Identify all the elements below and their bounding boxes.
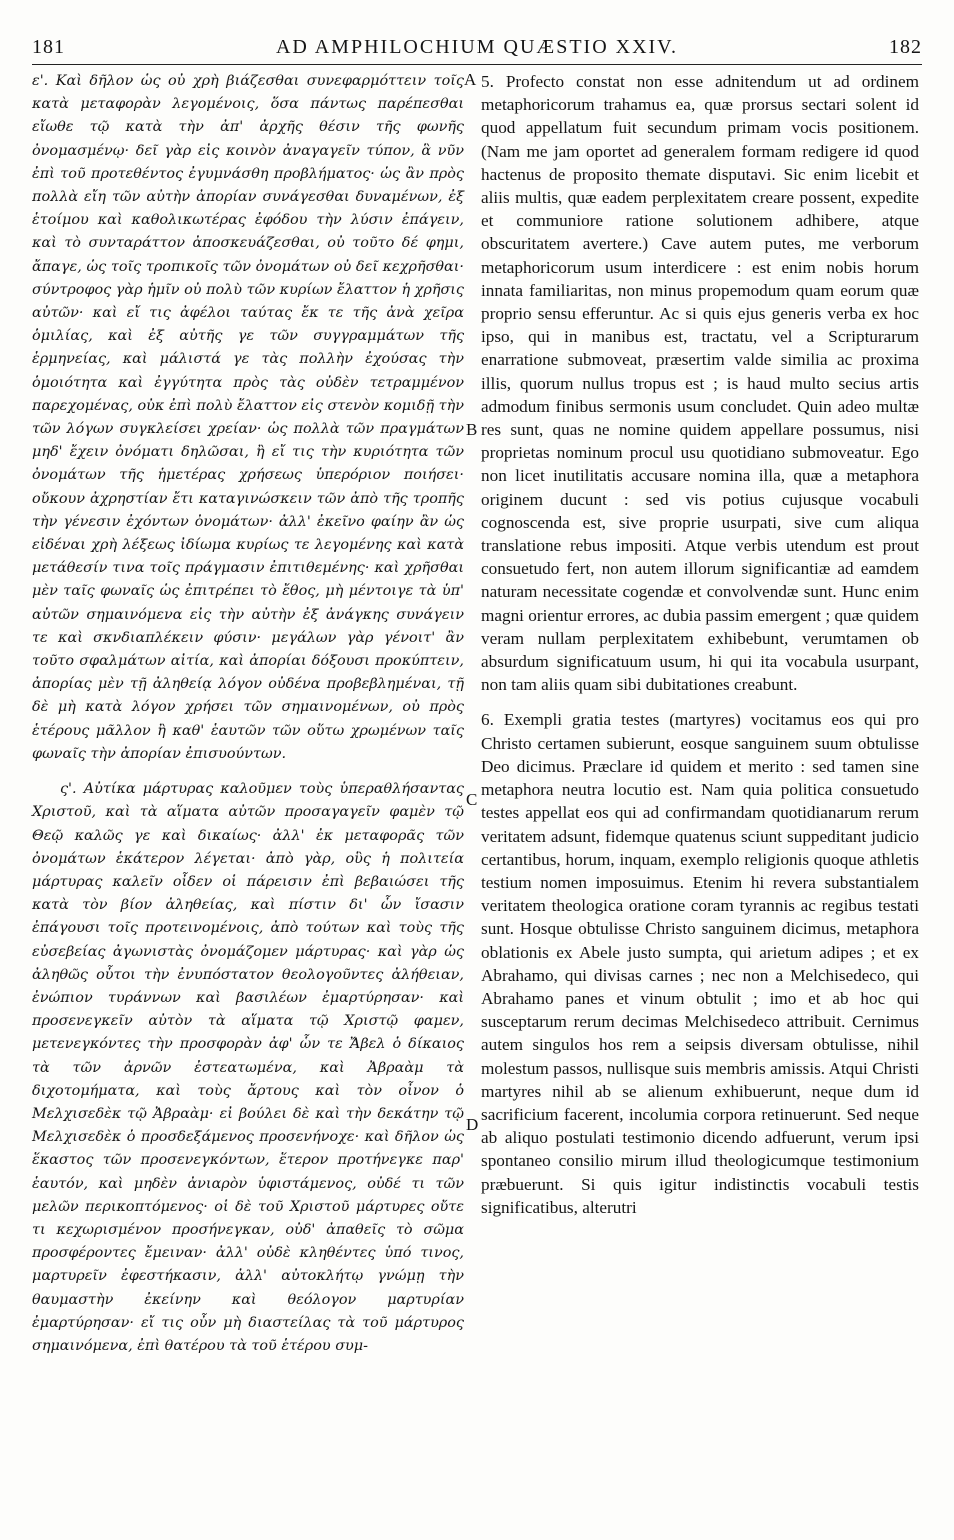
- greek-paragraph-5: ε'. Καὶ δῆλον ὡς οὐ χρὴ βιάζεσθαι συνεφαρμόττειν τοῖς κατὰ μεταφορὰν λεγομένοις, ὅσα πάντως παρέπεσθαι εἴωθε τῷ κατὰ τὴν ἀπ' ἀρχῆς θέσιν τῆς φωνῆς ὀνομασμένῳ· δεῖ γὰρ εἰς κοινὸν ἀναγαγεῖν τύπον, ἃ νῦν ἐπὶ τοῦ προτεθέντος ἐγυμνάσθη προβλήματος· ὡς ἂν πρὸς πολλὰ εἴη τῶν αὐτὴν ἀπορίαν συνάγεσθαι δυναμένων, ἐξ ἑτοίμου καὶ καθολικωτέρας ἐφόδου τὴν λύσιν ἐπάγειν, καὶ τὸ συνταράττον ἀποσκευάζεσθαι, οὐ τοῦτο δέ φημι, ἄπαγε, ὡς τοῖς τροπικοῖς τῶν ὀνομάτων οὐ δεῖ κεχρῆσθαι· σύντροφος γὰρ ἡμῖν οὐ πολὺ τῶν κυρίων ἔλαττον ἡ χρῆσις αὐτῶν· καὶ εἴ τις ἀφέλοι ταύτας ἔκ τε τῆς ἀνὰ χεῖρα ὁμιλίας, καὶ ἐξ αὐτῆς γε τῶν συγγραμμάτων τῆς ἑρμηνείας, καὶ μάλιστά γε τὰς πολλὴν ἐχούσας τὴν ὁμοιότητα καὶ ἐγγύτητα πρὸς τὰς οὐδὲν τετραμμένον παρεχομένας, οὐκ ἐπὶ πολὺ ἔλαττον εἰς στενὸν κομιδῇ τὴν τῶν λόγων συγκλείσει χρείαν· ὡς πολλὰ τῶν πραγμάτων μηδ' ἔχειν ὀνόματι δηλῶσαι, ἢ εἴ τις τὴν κυριότητα τῶν ὀνομάτων τῆς ἡμετέρας χρήσεως ὑπερόριον ποιήσει· οὔκουν ἀχρηστίαν ἔτι καταγινώσκειν τῶν ἀπὸ τῆς τροπῆς τὴν γένεσιν ἐχόντων ὀνομάτων· ἀλλ' ἐκεῖνο φαίην ἂν ὡς εἰδέναι χρὴ λέξεως ἰδίωμα κυρίως τε λεγομένης καὶ κατὰ μετάθεσίν τινα τοῖς πράγμασιν ἐπιτιθεμένης· καὶ χρῆσθαι μὲν ταῖς φωναῖς ὡς ἐπιτρέπει τὸ ἔθος, μὴ μέντοιγε τὰ ὑπ' αὐτῶν σημαινόμενα εἰς τὴν αὐτὴν ἐξ ἀνάγκης συνάγειν τε καὶ σκνδιαπλέκειν φύσιν· μεγάλων γὰρ γένοιτ' ἂν τοῦτο σφαλμάτων αἰτία, καὶ ἀπορίαι δόξουσι προκύπτειν, ἀπορίας μὲν τῇ ἀληθείᾳ λόγον οὐδένα προβεβλημέναι, τῇ δὲ μὴ κατὰ λόγον χρήσει τῶν σημαινομένων, οὐ πρὸς ἑτέρους μᾶλλον ἢ καθ' ἑαυτῶν τῶν οὕτω χρωμένων ταῖς φωναῖς τὴν ἀπορίαν ἐπισυούντων.: [32, 73, 464, 762]
- margin-letter-b: B: [466, 420, 478, 439]
- running-title: AD AMPHILOCHIUM QUÆSTIO XXIV.: [275, 35, 679, 58]
- running-header: [32, 30, 922, 64]
- page-number-left: 181: [32, 35, 65, 58]
- margin-letter-c: C: [466, 790, 478, 809]
- latin-paragraph-6: 6. Exempli gratia testes (martyres) vocitamus eos qui pro Christo certamen subierunt, eosque sanguinem suum obtulisse Deo dicimus. Præclare id quidem et merito : sed tamen sine metaphora neutra locutio est. Nam quia politica consuetudo testes appellat eos qui ad confirmandam quotidianarum rerum veritatem adsunt, fidemque quatenus sciunt suppeditant judicio certantibus, horum, inquam, exemplo religionis quoque athletis testium nomen imposuimus. Etenim hi revera substantialem veritatem theologica oratione coram tyrannis ac regibus testati sunt. Hosque obtulisse Christo sanguinem dicimus, metaphora oblationis ex Abele justo sumpta, qui arietum adipes ; et ex Abrahamo, qui divisas carnes ; nec non a Melchisedeco, qui Abrahamo panes et vinum obtulit ; imo et ab hoc qui susceptarum rerum decimas Melchisedeco attribuit. Cernimus autem singulos hos rem a seipsis diversam obtulisse, nihil molestum passos, nullisque suis membris amissis. Atqui Christi martyres nihil ab se alienum exhibuerunt, neque dum id sacrificium facerent, incolumia corpora retinuerunt. Sed neque ab aliquo postulati testimonio dicendo adfuerunt, verum ipsi spontaneo consilio mirum illud theologicumque testimonium præbuerunt. Si quis igitur indistinctis vocabuli testis significatibus, alterutri: [481, 710, 919, 1217]
- greek-column: [32, 70, 464, 1358]
- latin-paragraph-5: 5. Profecto constat non esse adnitendum ut ad ordinem metaphoricorum trahamus ea, quæ prorsus sectari solent id quod appellatum fuit secundum primam vocis positionem. (Nam me jam oportet ad generalem formam redigere id quod hactenus de proposito themate disputavi. Sic enim licebit et aliis multis, quæ eadem perplexitatem creare possent, expedite et communiore ratione solutionem adhibere, atque obscuritatem avertere.) Cave autem putes, me verborum metaphoricorum usum interdicere : est enim nobis horum innata familiaritas, non minus propemodum quam eorum quæ proprio sensu efferuntur. Ac si quis ejus generis verba ex hoc ipso, qui in manibus est, tractatu, vel a Scripturarum enarratione submoveat, præsertim valde similia ac proxima illis, quorum nullus tropus est ; is haud multo secius artis admodum finibus sermonis usum concludet. Quin adeo multæ res sunt, quas ne nomine quidem appellare possumus, nisi proprietas nominum procul usu quotidiano submoveatur. Ego non licet inutilitatis accusare nomina illa, quæ a metaphora originem ducunt : sed vis potius cujusque vocabuli cognoscenda est, sive proprie usurpati, sive cum aliqua translatione rebus impositi. Atque verbis utendum est prout consuetudo fert, non autem illorum significantiæ ad eamdem naturam necessitate cogendæ et convolvendæ sunt. Hunc enim magni orientur errores, ac dubia passim emergent ; quæ quidem veram nullam perplexitatem exhibebunt, verumtamen ob absurdum significatuum usum, hi qui ita vocabula usurpant, non tam aliis quam sibi dubitationes creabunt.: [481, 72, 919, 695]
- page-number-right: 182: [889, 35, 922, 58]
- greek-paragraph-6: ς'. Αὐτίκα μάρτυρας καλοῦμεν τοὺς ὑπεραθλήσαντας Χριστοῦ, καὶ τὰ αἵματα αὐτῶν προσαγαγεῖν φαμὲν τῷ Θεῷ καλῶς γε καὶ δικαίως· ἀλλ' ἐκ μεταφορᾶς τῶν ὀνομάτων ἑκάτερον λέγεται· ἀπὸ γὰρ, οὓς ἡ πολιτεία μάρτυρας καλεῖν οἶδεν οἱ πάρεισιν ἐπὶ βεβαιώσει τῆς κατὰ τὸν βίον ἀληθείας, καὶ πίστιν δι' ὧν ἴσασιν ἐπάγουσι τοῖς προτεινομένοις, ἀπὸ τούτων καὶ τοὺς τῆς εὐσεβείας ἀγωνιστὰς ὀνομάζομεν μάρτυρας· καὶ γὰρ ὡς ἀληθῶς οὗτοι τὴν ἐνυπόστατον θεολογοῦντες ἀλήθειαν, ἐνώπιον τυράννων καὶ βασιλέων ἐμαρτύρησαν· καὶ προσενεγκεῖν αὐτὸν τὰ αἵματα τῷ Χριστῷ φαμεν, μετενεγκόντες τὴν προσφορὰν ἀφ' ὧν τε Ἄβελ ὁ δίκαιος τὰ τῶν ἀρνῶν ἐστεατωμένα, καὶ Ἀβραὰμ τὰ διχοτομήματα, καὶ τοὺς ἄρτους καὶ τὸν οἶνον ὁ Μελχισεδὲκ τῷ Ἀβραὰμ· εἰ βούλει δὲ καὶ τὴν δεκάτην τῷ Μελχισεδὲκ ὁ προσδεξάμενος προσενήνοχε· καὶ δῆλον ὡς ἕκαστος τῶν προσενεγκόντων, ἕτερον προτήνεγκε παρ' ἑαυτόν, καὶ μηδὲν ἀνιαρὸν ὑφιστάμενος, οὐδέ τι τῶν μελῶν περικοπτόμενος· οἱ δὲ τοῦ Χριστοῦ μάρτυρες οὔτε τι κεχωρισμένον προσήνεγκαν, οὐδ' ἀπαθεῖς τὸ σῶμα προσφέροντες ἔμειναν· ἀλλ' οὐδὲ κληθέντες ὑπό τινος, μαρτυρεῖν ἐφεστήκασιν, ἀλλ' αὐτοκλήτῳ γνώμῃ τὴν θαυμαστὴν ἐκείνην καὶ θεόλογον μαρτυρίαν ἐμαρτύρησαν· εἴ τις οὖν μὴ διαστείλας τὰ τοῦ μάρτυρος σημαινόμενα, ἐπὶ θατέρου τὰ τοῦ ἑτέρου συμ-: [32, 781, 464, 1354]
- latin-column: [481, 70, 919, 1219]
- margin-letter-d: D: [466, 1115, 479, 1134]
- header-rule: [32, 64, 922, 65]
- margin-letter-a: A: [464, 70, 477, 89]
